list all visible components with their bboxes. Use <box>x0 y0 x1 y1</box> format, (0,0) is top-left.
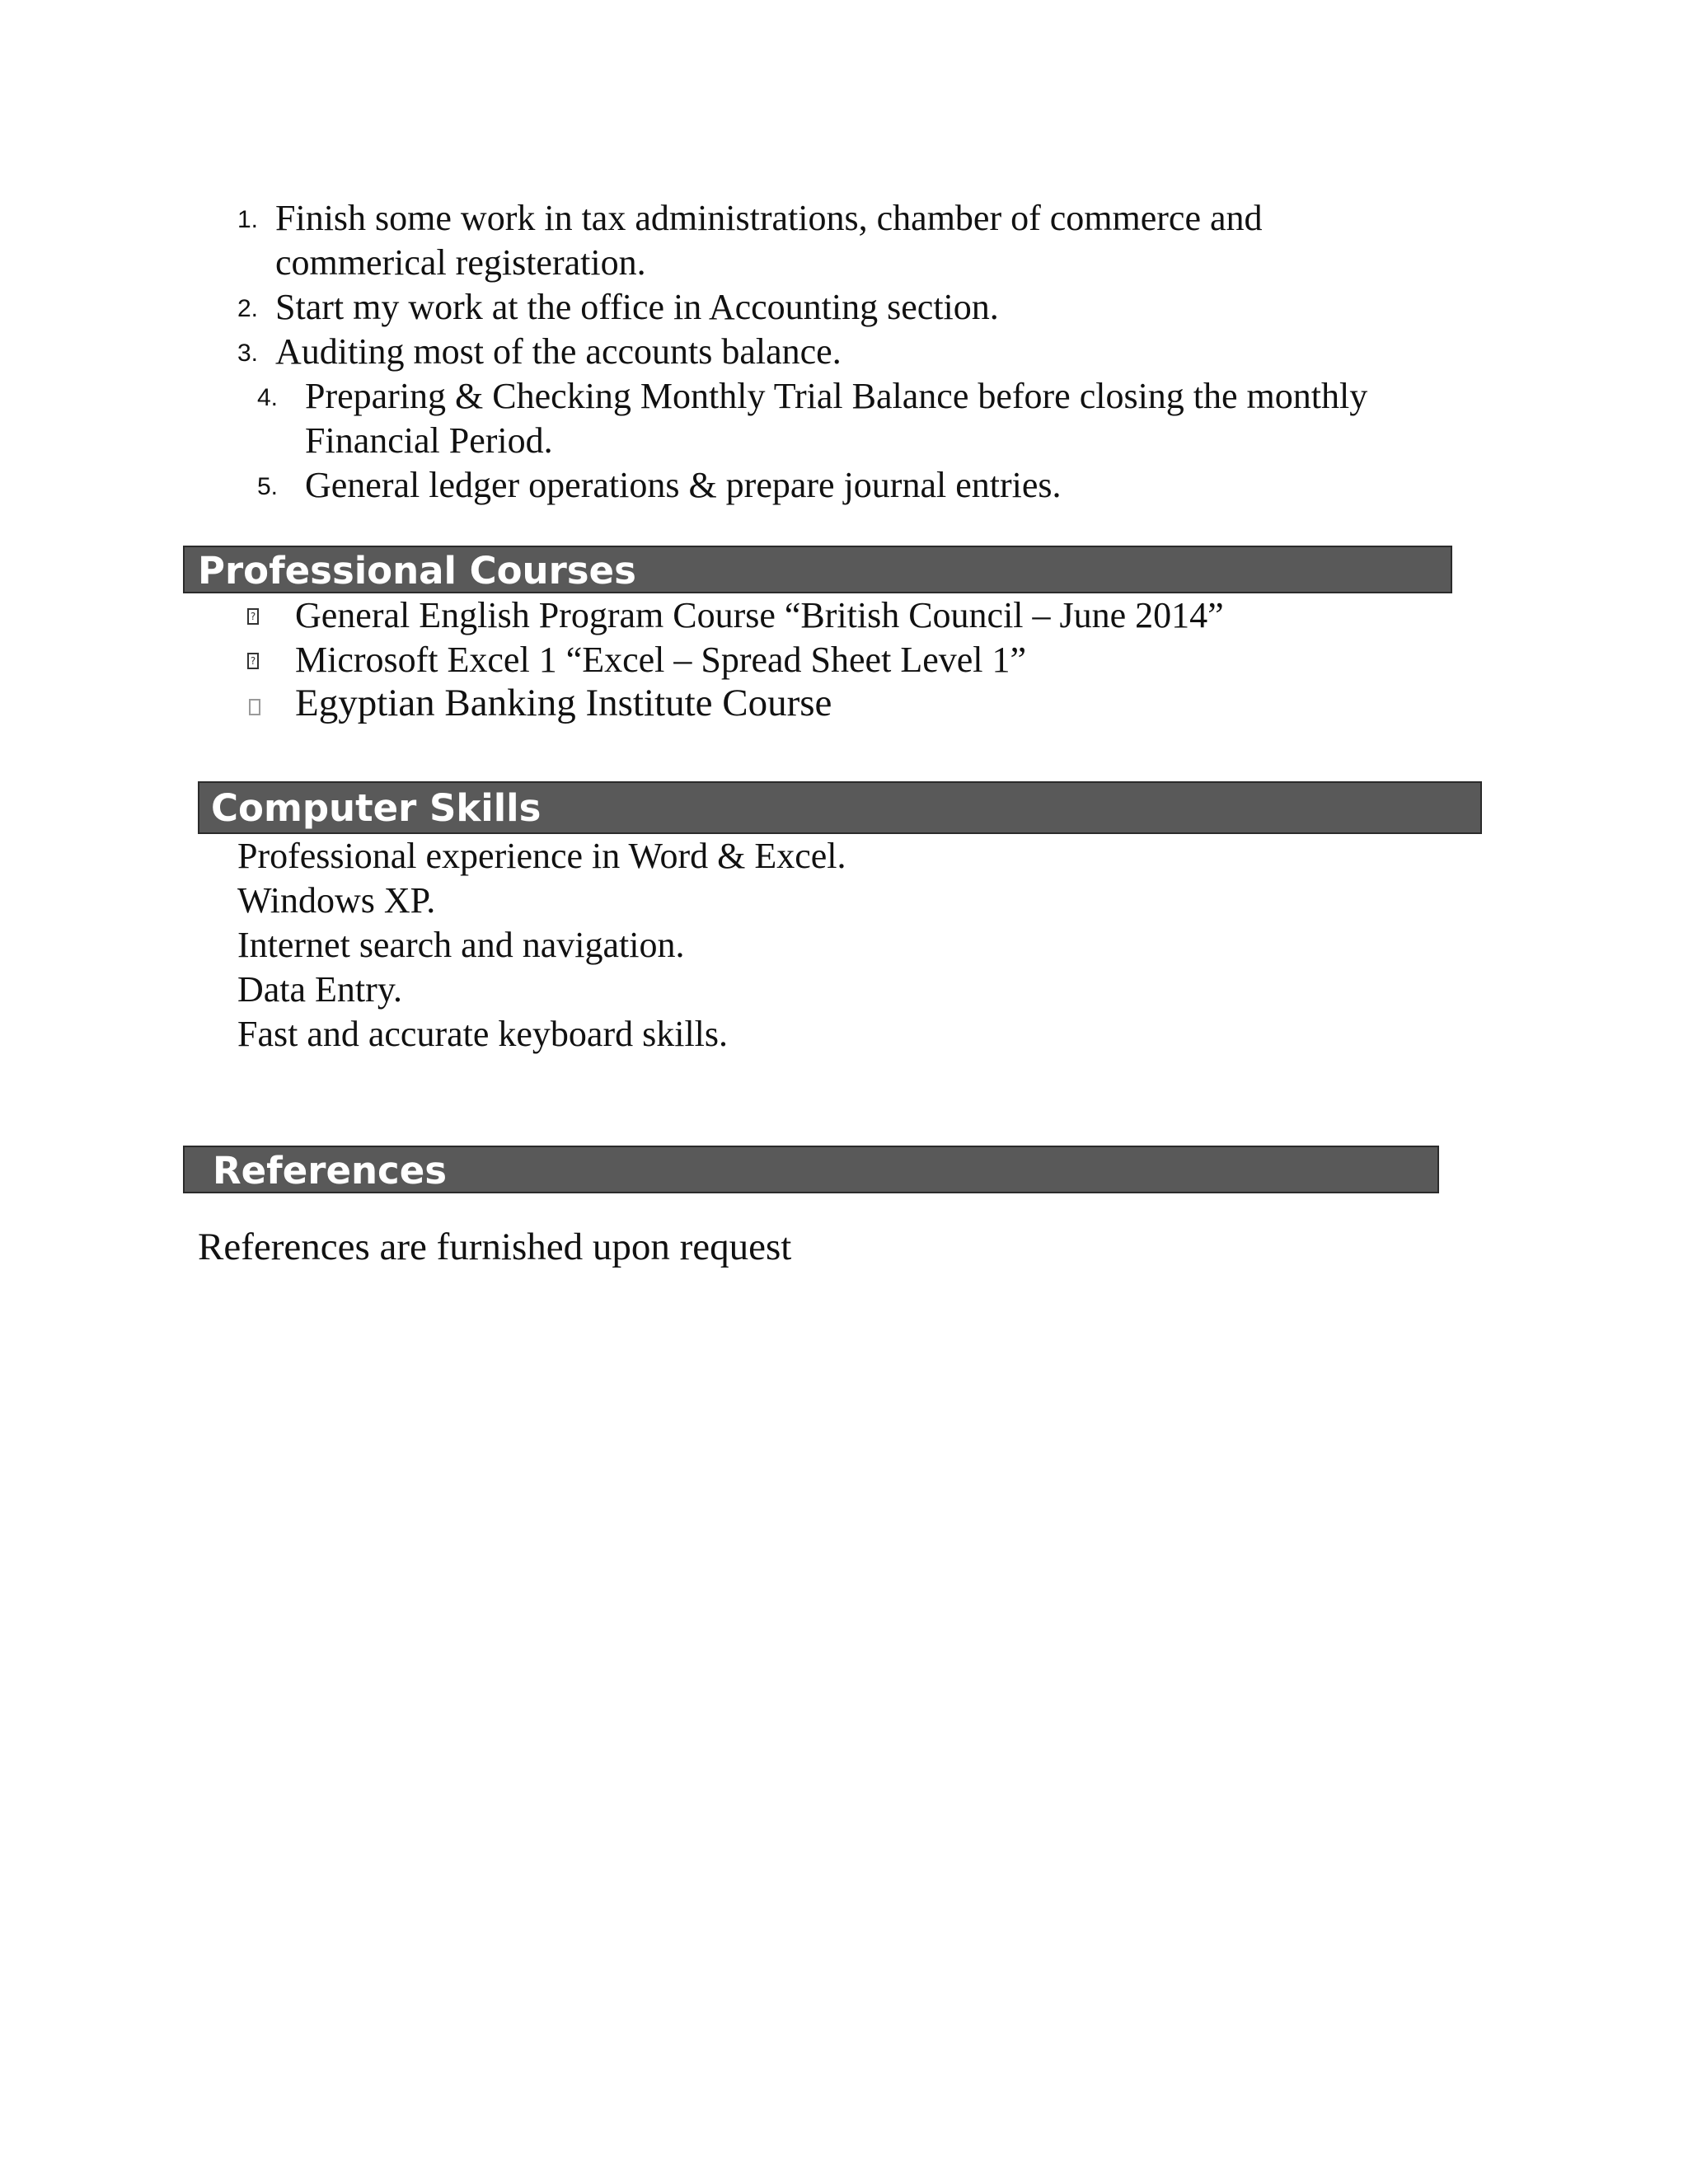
section-title: References <box>213 1149 447 1193</box>
course-item: General English Program Course “British Council – June 2014” <box>295 595 1224 635</box>
list-number: 5. <box>257 473 279 500</box>
bullet-icon: ? <box>247 653 259 669</box>
skill-item: Internet search and navigation. <box>237 925 685 965</box>
list-number: 3. <box>237 340 259 367</box>
skill-item: Windows XP. <box>237 880 436 921</box>
bullet-icon <box>249 699 260 715</box>
list-item-text: Preparing & Checking Monthly Trial Balance before closing the monthly <box>305 376 1368 416</box>
list-number: 1. <box>237 206 259 233</box>
list-number: 4. <box>257 384 279 411</box>
list-item-text: Auditing most of the accounts balance. <box>275 331 842 372</box>
list-item-text: Financial Period. <box>305 420 553 461</box>
list-number: 2. <box>237 295 259 322</box>
skill-item: Professional experience in Word & Excel. <box>237 836 846 876</box>
list-item-text: Finish some work in tax administrations, chamber of commerce and <box>275 198 1263 238</box>
skill-item: Data Entry. <box>237 969 402 1010</box>
course-item: Egyptian Banking Institute Course <box>295 682 832 724</box>
list-item-text: Start my work at the office in Accounting section. <box>275 287 999 327</box>
section-title: Computer Skills <box>211 786 542 830</box>
list-item-text: General ledger operations & prepare journal entries. <box>305 465 1062 505</box>
bullet-icon: ? <box>247 608 259 625</box>
list-item-text: commerical registeration. <box>275 242 646 283</box>
skill-item: Fast and accurate keyboard skills. <box>237 1014 729 1054</box>
section-title: Professional Courses <box>198 549 636 593</box>
course-item: Microsoft Excel 1 “Excel – Spread Sheet Level 1” <box>295 640 1027 680</box>
references-text: References are furnished upon request <box>198 1226 792 1268</box>
